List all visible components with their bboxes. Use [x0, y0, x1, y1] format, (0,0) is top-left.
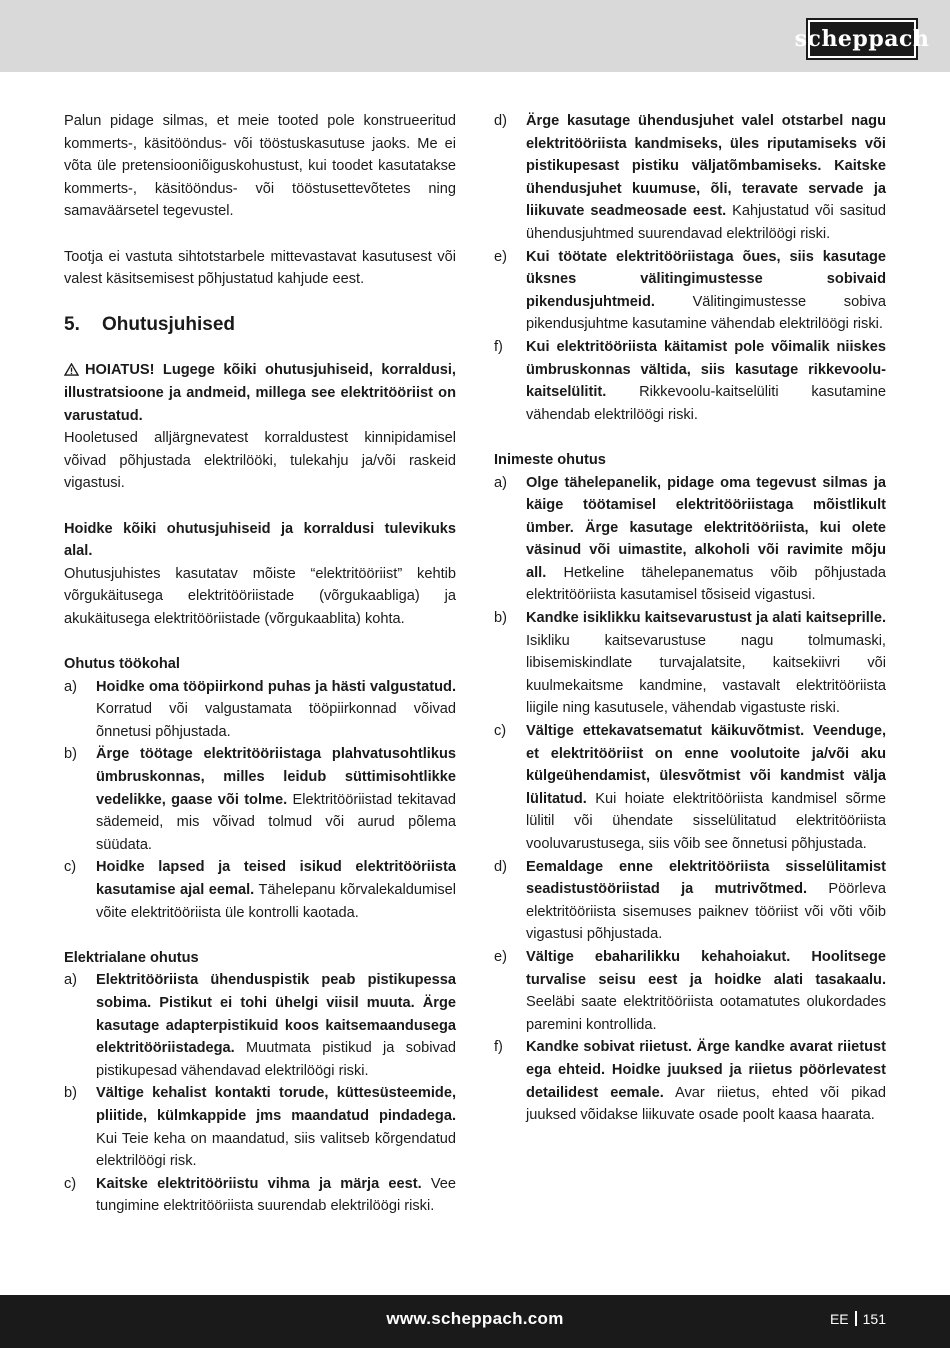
item-bold: Elektritööriista ühenduspistik peab pistikupessa sobima. Pistikut ei tohi ühelgi viisil muuta. Ärge kasutage adapterpistikuid koos kaitsemaandusega elektritööriistadega. — [96, 972, 456, 1057]
item-label: a) — [64, 972, 77, 989]
item-bold: Eemaldage enne elektritööriista sisselülitamist seadistustööriistad ja mutrivõtmed. — [526, 858, 886, 898]
page-indicator — [830, 1311, 886, 1327]
item-text — [526, 607, 886, 720]
list-item — [64, 676, 456, 744]
list-item — [494, 1036, 886, 1126]
item-body: Pöörleva elektritööriista sisemuses paiknev tööriist või võti võib vigastusi põhjustada. — [526, 881, 886, 943]
item-body: Seeläbi saate elektritööriista ootamatutes olukordades paremini kontrollida. — [526, 994, 886, 1033]
warning-heading — [64, 359, 456, 427]
list-item — [494, 856, 886, 946]
page-number: 151 — [862, 1311, 886, 1327]
item-bold: Kui töötate elektritööriistaga õues, siis kasutage üksnes välitingimustesse sobivaid pikendusjuhtmeid. — [526, 248, 886, 310]
warning-text: Hooletused alljärgnevatest korraldustest kinnipidamisel võivad põhjustada elektrilööki, tulekahju ja/või raskeid vigastusi. — [64, 430, 456, 492]
page-separator — [855, 1311, 857, 1326]
item-body: Kui Teie keha on maandatud, siis valitseb kõrgendatud elektrilöögi risk. — [96, 1130, 456, 1170]
section-title: Ohutusjuhised — [102, 314, 235, 336]
section-heading — [64, 313, 456, 337]
item-text — [96, 676, 456, 744]
list-item — [494, 607, 886, 720]
item-bold: Hoidke oma tööpiirkond puhas ja hästi valgustatud. — [96, 678, 456, 695]
item-body: Korratud või valgustamata tööpiirkonnad võivad õnnetusi põhjustada. — [96, 701, 456, 740]
language-code: EE — [829, 1311, 849, 1327]
item-label: f) — [494, 1039, 503, 1056]
item-body: Välitingimustesse sobiva pikendusjuhtme kasutamine vähendab elektrilöögi riski. — [526, 293, 886, 333]
list-item — [64, 743, 456, 856]
item-bold: Ärge töötage elektritööriistaga plahvatusohtlikus ümbruskonnas, milles leidub süttimisohtlikke vedelikke, gaase või tolme. — [96, 746, 456, 808]
item-label: b) — [494, 610, 507, 627]
list-item — [494, 110, 886, 246]
electrical-safety-title: Elektrialane ohutus — [64, 949, 199, 966]
item-text — [526, 946, 886, 1036]
item-bold: Olge tähelepanelik, pidage oma tegevust silmas ja käige töötamisel elektritööriistaga mõistlikult ümber. Ärge kasutage elektritööriista, kui olete väsinud või uimastite, alkoholi või ravimite mõju all. — [526, 474, 886, 581]
item-text — [526, 856, 886, 946]
item-label: b) — [64, 746, 77, 763]
website-link[interactable]: www.scheppach.com — [386, 1309, 564, 1328]
item-body: Elektritööriistad tekitavad sädemeid, mis võivad tolmud või aurud põlema süüdata. — [96, 791, 456, 853]
intro-paragraph-2: Tootja ei vastuta sihtotstarbele mittevastavat kasutusest või valest käsitsemisest põhjustatud kahjude eest. — [64, 248, 456, 288]
item-text — [96, 1082, 456, 1172]
item-text — [96, 969, 456, 1082]
item-bold: Kandke isiklikku kaitsevarustust ja alati kaitseprille. — [526, 610, 886, 627]
section-number: 5. — [64, 314, 80, 336]
list-item — [494, 336, 886, 426]
header-bar — [0, 0, 950, 72]
item-bold: Kui elektritööriista käitamist pole võimalik niiskes ümbruskonnas vältida, siis kasutage rikkevoolu-kaitselülitit. — [526, 338, 886, 401]
list-item — [494, 946, 886, 1036]
item-body: Tähelepanu kõrvalekaldumisel võite elektritööriista üle kontrolli kaotada. — [96, 882, 457, 921]
footer-bar — [0, 1295, 950, 1348]
item-label: b) — [64, 1085, 77, 1102]
personal-safety-title: Inimeste ohutus — [494, 451, 606, 468]
item-label: d) — [494, 858, 507, 875]
list-item — [494, 472, 886, 608]
item-bold: Kaitske elektritööriistu vihma ja märja eest. — [96, 1175, 422, 1192]
list-item — [64, 969, 456, 1082]
item-label: e) — [494, 948, 507, 965]
item-body: Kui hoiate elektritööriista kandmisel sõrme lülitil või ühendate sisselülitatud elektritööriista vooluvarustusega, siis võib see õnnetusi põhjustada. — [526, 790, 886, 852]
item-text — [96, 856, 456, 924]
item-body: Kahjustatud või sasitud ühendusjuhtmed suurendavad elektrilöögi riski. — [526, 203, 886, 242]
item-text — [526, 472, 886, 608]
item-bold: Hoidke lapsed ja teised isikud elektritööriista kasutamise ajal eemal. — [96, 859, 456, 898]
item-text — [526, 720, 886, 856]
item-bold: Vältige ettekavatsematut käikuvõtmist. Veenduge, et elektritööriist on enne voolutoite ja/või aku külgeühendamist, ülesvõtmist või kandmist välja lülitatud. — [526, 723, 886, 807]
item-text — [526, 110, 886, 246]
warning-triangle-icon — [64, 363, 79, 376]
list-item — [494, 246, 886, 336]
item-bold: Ärge kasutage ühendusjuhet valel otstarbel nagu elektritööriista kandmiseks, üles riputamiseks või pistikupesast pistiku väljatõmbamiseks. Kaitske ühendusjuhet kuumuse, õli, teravate servade ja liikuvate seadmeosade eest. — [526, 113, 886, 220]
item-label: c) — [64, 1175, 77, 1192]
item-bold: Kandke sobivat riietust. Ärge kandke avarat riietust ega ehteid. Hoidke juuksed ja riietus pöörlevatest detailidest eemale. — [526, 1039, 886, 1101]
list-item — [64, 1173, 456, 1218]
item-body: Hetkeline tähelepanematus võib põhjustada elektritööriista kasutamisel tõsiseid vigastusi. — [526, 564, 886, 604]
item-body: Vee tungimine elektritööriista suurendab elektrilöögi riski. — [96, 1175, 456, 1215]
keep-instructions-heading: Hoidke kõiki ohutusjuhiseid ja korraldusi tulevikuks alal. — [64, 520, 456, 560]
list-item — [64, 1082, 456, 1172]
list-item — [494, 720, 886, 856]
left-column — [64, 110, 456, 1218]
item-label: c) — [494, 723, 507, 740]
item-bold: Vältige ebaharilikku kehahoiakut. Hoolitsege turvalise seisu eest ja hoidke alati tasakaalu. — [526, 948, 886, 988]
item-text — [96, 1173, 456, 1218]
list-item — [64, 856, 456, 924]
item-label: a) — [64, 678, 77, 695]
item-text — [96, 743, 456, 856]
item-body: Rikkevoolu-kaitselüliti kasutamine vähendab elektrilöögi riski. — [526, 384, 886, 423]
workplace-safety-title: Ohutus töökohal — [64, 656, 180, 673]
item-label: e) — [494, 248, 507, 265]
item-text — [526, 336, 886, 426]
keep-instructions-text: Ohutusjuhistes kasutatav mõiste “elektritööriist” kehtib võrgukäitusega elektritööriistade (võrgukaabliga) ja akukäitusega elektritööriistade (võrgukaablita) kohta. — [64, 565, 456, 627]
item-body: Avar riietus, ehted või pikad juuksed võidakse liikuvate osade poolt kaasa haarata. — [526, 1084, 886, 1124]
item-label: c) — [64, 859, 77, 876]
item-label: a) — [494, 474, 507, 491]
item-bold: Vältige kehalist kontakti torude, küttesüsteemide, pliitide, külmkappide jms maandatud pindadega. — [96, 1085, 456, 1124]
scheppach-logo: scheppach — [806, 18, 918, 60]
item-label: f) — [494, 338, 503, 355]
item-body: Isikliku kaitsevarustuse nagu tolmumaski, libisemiskindlate turvajalatsite, kaitsekiivri või kuulmekaitsme kandmine, vastavalt elektritööriista liigile ning kasutusele, vähendab vigastuste riski. — [526, 632, 886, 717]
item-label: d) — [494, 113, 507, 129]
right-column — [494, 110, 886, 1127]
warning-bold-text: HOIATUS! Lugege kõiki ohutusjuhiseid, korraldusi, illustratsioone ja andmeid, millega see elektritööriist on varustatud. — [64, 362, 456, 424]
intro-paragraph-1: Palun pidage silmas, et meie tooted pole konstrueeritud kommerts-, käsitööndus- või tööstuskasutuse jaoks. Me ei võta üle pretensiooniõiguskohustust, kui toodet kasutatakse kommerts-, käsitööndus- või tööstusettevõtetes ning samaväärsetel tegevustel. — [64, 113, 456, 220]
item-text — [526, 246, 886, 336]
item-body: Muutmata pistikud ja sobivad pistikupesad vähendavad elektrilöögi riski. — [96, 1040, 456, 1079]
item-text — [526, 1036, 886, 1126]
